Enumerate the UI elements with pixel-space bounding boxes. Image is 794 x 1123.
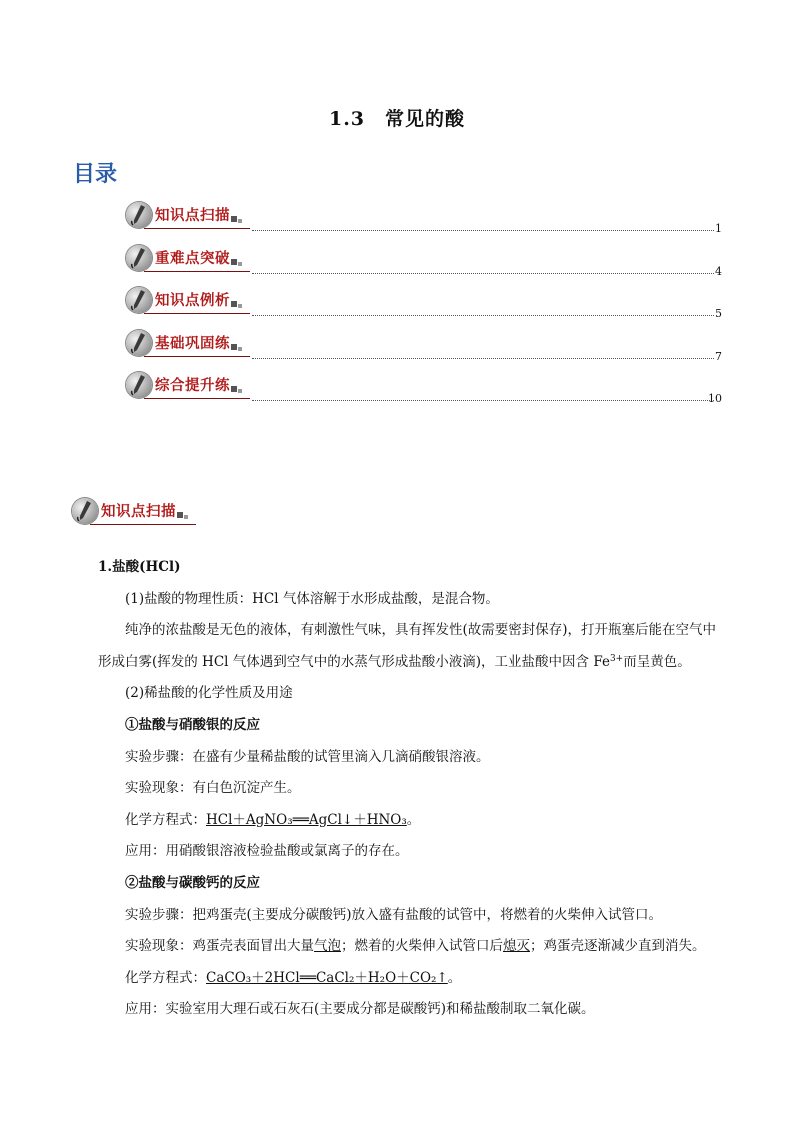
pen-icon: [126, 287, 152, 313]
section-heading: 1.盐酸(HCl): [98, 559, 181, 575]
toc-item-label: 基础巩固练: [155, 335, 230, 352]
chemical-equation: CaCO₃＋2HCl══CaCl₂＋H₂O＋CO₂↑: [206, 969, 448, 986]
toc-item[interactable]: [126, 328, 722, 371]
banner-underline: [144, 271, 250, 272]
square-icon: [184, 515, 188, 519]
equation-line: [98, 963, 723, 995]
equation-end: 。: [406, 811, 421, 828]
toc-leader: [252, 230, 714, 231]
toc-item-label: 重难点突破: [155, 250, 230, 267]
pen-icon: [126, 330, 152, 356]
square-icon: [231, 259, 237, 265]
chemical-equation: HCl＋AgNO₃══AgCl↓＋HNO₃: [206, 811, 407, 828]
equation-line: [98, 805, 723, 837]
banner-underline: [144, 398, 250, 399]
subheading: ①盐酸与硝酸银的反应: [125, 716, 260, 733]
superscript: 3+: [609, 653, 624, 664]
toc-banner: [126, 200, 250, 230]
square-icon: [238, 219, 242, 223]
toc-item-label: 知识点例析: [155, 293, 230, 310]
underlined-text: 熄灭: [503, 938, 530, 955]
toc-leader: [252, 273, 714, 274]
toc-item-label: 知识点扫描: [155, 208, 230, 224]
banner-underline: [144, 356, 250, 357]
pen-icon: [126, 372, 152, 398]
toc-item[interactable]: [126, 243, 722, 286]
toc-item[interactable]: [126, 285, 722, 328]
toc-page-number: 7: [715, 349, 722, 363]
square-icon: [231, 216, 237, 222]
section-banner-label: 知识点扫描: [101, 504, 176, 520]
toc-banner: [126, 243, 250, 273]
square-icon: [231, 344, 237, 350]
square-icon: [177, 512, 183, 518]
toc-page-number: 1: [715, 222, 722, 235]
toc-banner: [126, 328, 250, 358]
square-icon: [238, 389, 242, 393]
paragraph: [98, 615, 723, 678]
banner-underline: [144, 228, 250, 229]
square-icon: [238, 304, 242, 308]
paragraph: 应用：实验室用大理石或石灰石(主要成分都是碳酸钙)和稀盐酸制取二氧化碳。: [125, 1001, 595, 1018]
equation-label: 化学方程式：: [125, 969, 206, 986]
underlined-text: 气泡: [314, 938, 341, 955]
paragraph-text: 纯净的浓盐酸是无色的液体，有刺激性气味，具有挥发性(故需要密封保存)，打开瓶塞后能在空气中形成白雾(挥发的 HCl 气体遇到空气中的水蒸气形成盐酸小液滴)，工业盐酸中因含 Fe: [98, 622, 717, 670]
pen-icon: [126, 202, 152, 228]
section-content: [98, 552, 723, 1026]
paragraph-text: 实验现象：鸡蛋壳表面冒出大量: [125, 938, 314, 955]
paragraph: 应用：用硝酸银溶液检验盐酸或氯离子的存在。: [125, 843, 409, 860]
toc-leader: [252, 358, 714, 359]
toc-page-number: 5: [715, 307, 722, 321]
toc-leader: [252, 400, 714, 401]
square-icon: [231, 386, 237, 392]
toc-heading: 目录: [73, 162, 118, 187]
toc-page-number: 4: [715, 264, 722, 278]
toc-banner: [126, 370, 250, 400]
paragraph-text: ；燃着的火柴伸入试管口后: [341, 938, 503, 955]
paragraph-text: ；鸡蛋壳逐渐减少直到消失。: [530, 938, 706, 955]
square-icon: [238, 262, 242, 266]
paragraph: (2)稀盐酸的化学性质及用途: [125, 685, 293, 702]
square-icon: [238, 347, 242, 351]
square-icon: [231, 301, 237, 307]
paragraph-text: 而呈黄色。: [623, 653, 691, 670]
banner-underline: [90, 524, 196, 525]
pen-icon: [126, 245, 152, 271]
toc-item-label: 综合提升练: [155, 378, 230, 395]
toc-item[interactable]: [126, 370, 722, 413]
toc-page-number: 10: [708, 392, 722, 406]
toc-banner: [126, 285, 250, 315]
subheading: ②盐酸与碳酸钙的反应: [125, 874, 260, 891]
section-banner: [72, 496, 196, 526]
equation-end: 。: [447, 969, 462, 986]
paragraph: 实验现象：有白色沉淀产生。: [125, 780, 301, 797]
paragraph: [98, 931, 723, 963]
toc-leader: [252, 315, 714, 316]
equation-label: 化学方程式：: [125, 811, 206, 828]
banner-underline: [144, 313, 250, 314]
paragraph: (1)盐酸的物理性质：HCl 气体溶解于水形成盐酸，是混合物。: [125, 590, 499, 607]
table-of-contents: [126, 200, 722, 413]
paragraph: 实验步骤：在盛有少量稀盐酸的试管里滴入几滴硝酸银溶液。: [125, 748, 490, 765]
toc-item[interactable]: [126, 200, 722, 243]
page-title: 1.3 常见的酸: [328, 108, 466, 130]
paragraph: 实验步骤：把鸡蛋壳(主要成分碳酸钙)放入盛有盐酸的试管中，将燃着的火柴伸入试管口。: [125, 906, 663, 923]
pen-icon: [72, 498, 98, 524]
